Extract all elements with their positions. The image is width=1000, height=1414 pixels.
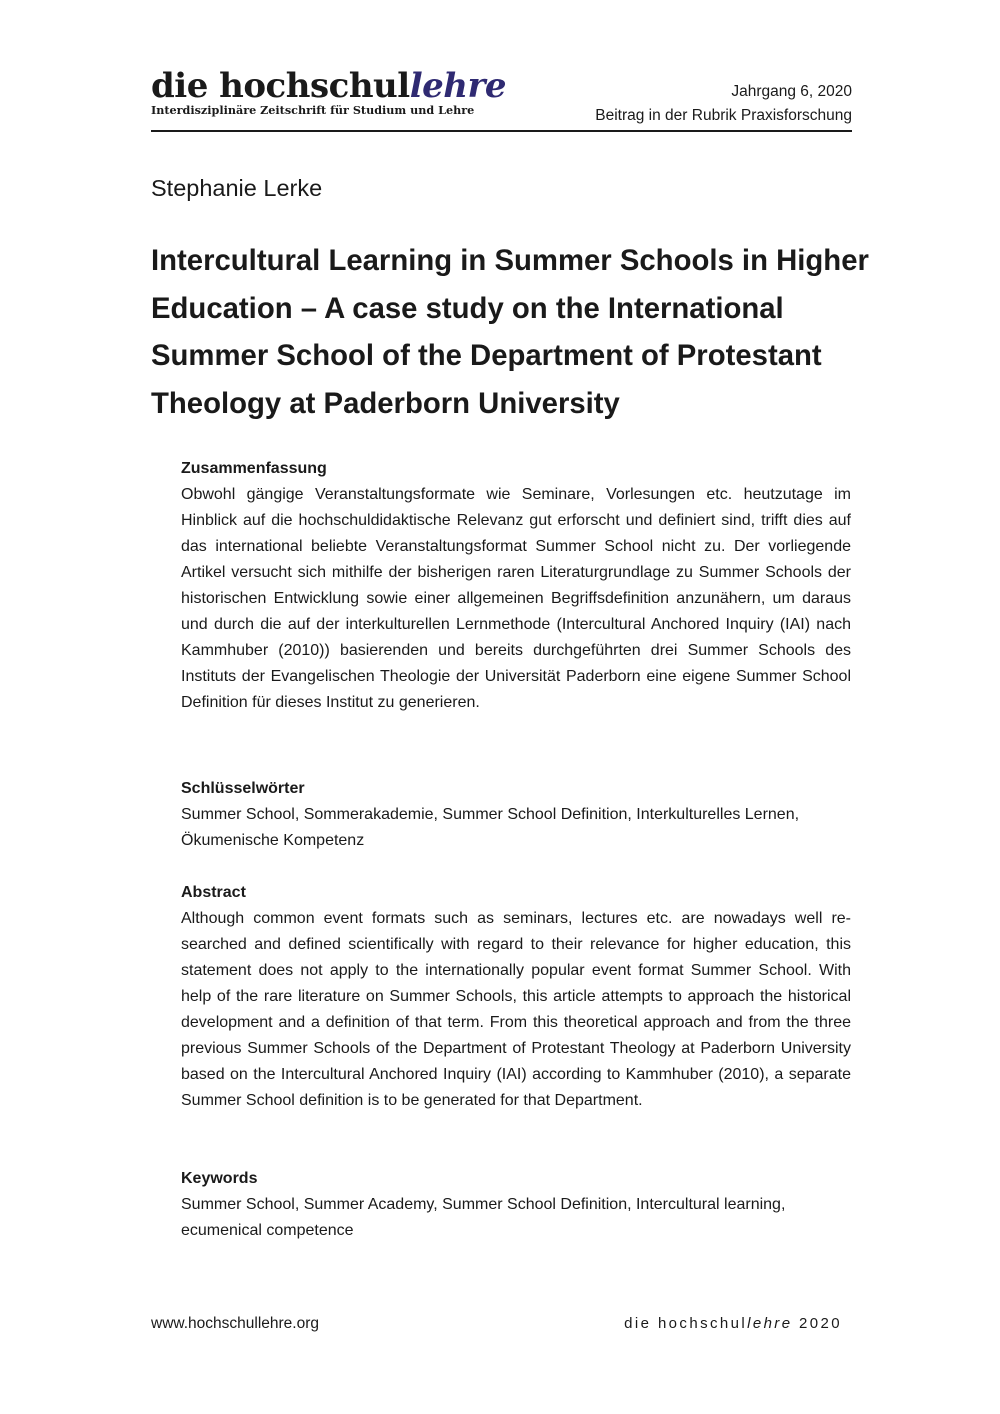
zusammenfassung-text: Obwohl gängige Veranstaltungsformate wie Seminare, Vorlesungen etc. heutzutage im Hinblick auf die hochschuldidaktische Relevanz gut erforscht und definiert sind, trifft dies auf das international beliebte Veranstaltungsformat Summer School nicht zu. Der vorliegende Artikel versucht sich mithilfe der bisherigen raren Literaturgrundlage zu Summer Schools der historischen Entwicklung sowie einer allgemeinen Begriffsdefinition anzunähern, um daraus und durch die auf der interkulturellen Lernmethode (Intercultural Anchored Inquiry (IAI) nach Kammhuber (2010)) basierenden und bereits durchgeführten drei Summer Schools des Instituts der Evangelischen Theologie der Universität Paderborn eine eigene Summer School Definition für dieses Institut zu generieren. [181,486,851,711]
keywords-section [181,1166,851,1244]
rubric-label: Beitrag in der Rubrik Praxisforschung [595,107,852,124]
logo-wordmark [151,66,506,106]
website-link[interactable]: www.hochschullehre.org [151,1315,320,1332]
journal-logo [151,66,506,117]
footer-year: 2020 [792,1315,842,1332]
volume-label: Jahrgang 6, 2020 [731,83,852,100]
author-name: Stephanie Lerke [151,175,323,201]
footer-journal-accent: lehre [747,1315,793,1332]
schluesselwoerter-section [181,776,851,854]
logo-accent: lehre [409,66,506,106]
abstract-heading: Abstract [181,884,246,901]
footer-journal-main: die hochschul [624,1315,748,1332]
article-title: Intercultural Learning in Summer Schools in Higher Education – A case study on the International Summer School of the Department of Protestant Theology at Paderborn University [151,244,869,420]
schluesselwoerter-text: Summer School, Sommerakademie, Summer School Definition, Interkulturelles Lernen, Ökumenische Kompetenz [181,806,800,849]
keywords-heading: Keywords [181,1170,258,1187]
header-divider [151,130,852,132]
zusammenfassung-heading: Zusammenfassung [181,460,327,477]
logo-subtitle: Interdisziplinäre Zeitschrift für Studium und Lehre [151,103,475,117]
abstract-text: Although common event formats such as seminars, lectures etc. are nowadays well researched and defined scientifically with regard to their relevance for higher education, this statement does not apply to the internationally popular event format Summer School. With help of the rare literature on Summer Schools, this article attempts to approach the historical development and a definition of that term. From this theoretical approach and from the three previous Summer Schools of the Department of Protestant Theology at Paderborn University based on the Intercultural Anchored Inquiry (IAI) according to Kammhuber (2010), a separate Summer School definition is to be generated for that Department. [181,910,851,1109]
logo-main: die hochschul [151,66,410,106]
abstract-section [181,880,851,1114]
schluesselwoerter-heading: Schlüsselwörter [181,780,305,797]
zusammenfassung-section [181,456,851,716]
footer-journal [624,1313,842,1335]
keywords-text: Summer School, Summer Academy, Summer School Definition, Intercultural learning, ecumenical competence [181,1196,786,1239]
masthead [151,66,852,132]
issue-info [595,80,852,128]
